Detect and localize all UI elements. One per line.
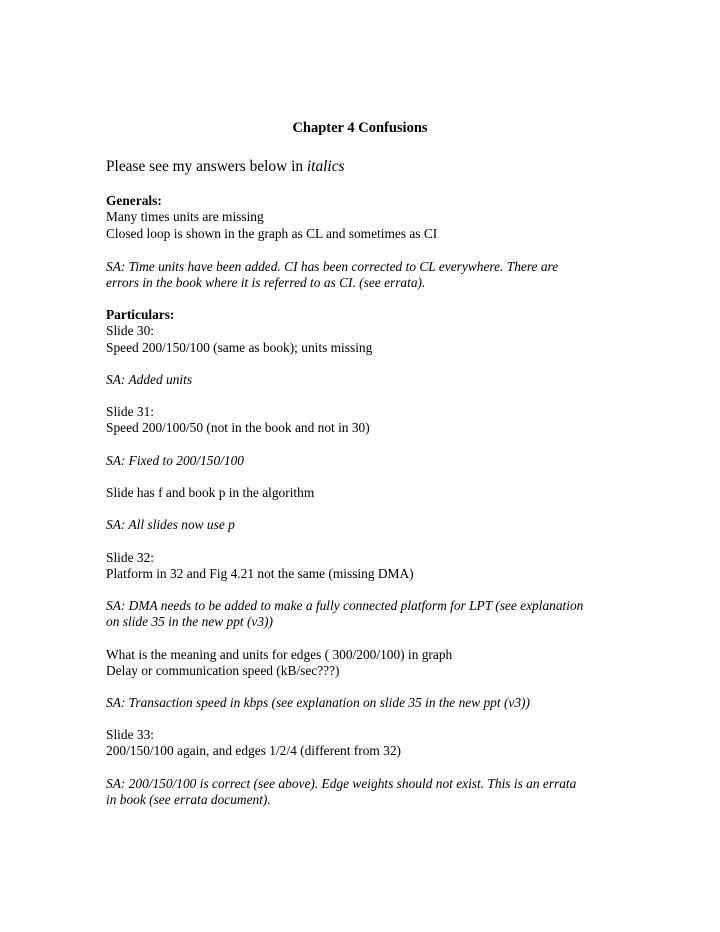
slide-33-answer-line-2: in book (see errata document). <box>106 792 271 807</box>
slide-31-text-2: Slide has f and book p in the algorithm <box>106 485 315 500</box>
slide-30-label: Slide 30: <box>106 323 154 338</box>
intro-line <box>106 157 345 176</box>
intro-text: Please see my answers below in <box>106 158 307 175</box>
slide-31-text: Speed 200/100/50 (not in the book and not in 30) <box>106 420 370 435</box>
slide-32-text-2-line-2: Delay or communication speed (kB/sec???) <box>106 663 340 678</box>
slide-33-label: Slide 33: <box>106 727 154 742</box>
generals-line-1: Many times units are missing <box>106 209 264 224</box>
slide-32-answer-line-2: on slide 35 in the new ppt (v3)) <box>106 614 273 629</box>
generals-line-2: Closed loop is shown in the graph as CL and sometimes as CI <box>106 226 438 241</box>
slide-33-answer-line-1: SA: 200/150/100 is correct (see above). Edge weights should not exist. This is an errata <box>106 776 577 791</box>
generals-answer-line-1: SA: Time units have been added. CI has been corrected to CL everywhere. There are <box>106 259 559 274</box>
slide-32-text-2-line-1: What is the meaning and units for edges ( 300/200/100) in graph <box>106 647 453 662</box>
generals-heading: Generals: <box>106 193 162 208</box>
intro-italic-word: italics <box>306 158 345 175</box>
slide-32-answer-2: SA: Transaction speed in kbps (see explanation on slide 35 in the new ppt (v3)) <box>106 695 530 710</box>
slide-30-text: Speed 200/150/100 (same as book); units missing <box>106 340 373 355</box>
slide-31-answer-2: SA: All slides now use p <box>106 517 235 532</box>
particulars-heading: Particulars: <box>106 307 175 322</box>
slide-31-label: Slide 31: <box>106 404 154 419</box>
page-title: Chapter 4 Confusions <box>292 120 428 136</box>
slide-32-text: Platform in 32 and Fig 4.21 not the same (missing DMA) <box>106 566 414 581</box>
slide-31-answer: SA: Fixed to 200/150/100 <box>106 453 244 468</box>
generals-answer-line-2: errors in the book where it is referred to as CI. (see errata). <box>106 275 426 290</box>
slide-32-label: Slide 32: <box>106 550 154 565</box>
slide-32-answer-line-1: SA: DMA needs to be added to make a fully connected platform for LPT (see explanation <box>106 598 584 613</box>
slide-30-answer: SA: Added units <box>106 372 193 387</box>
slide-33-text: 200/150/100 again, and edges 1/2/4 (different from 32) <box>106 743 402 758</box>
